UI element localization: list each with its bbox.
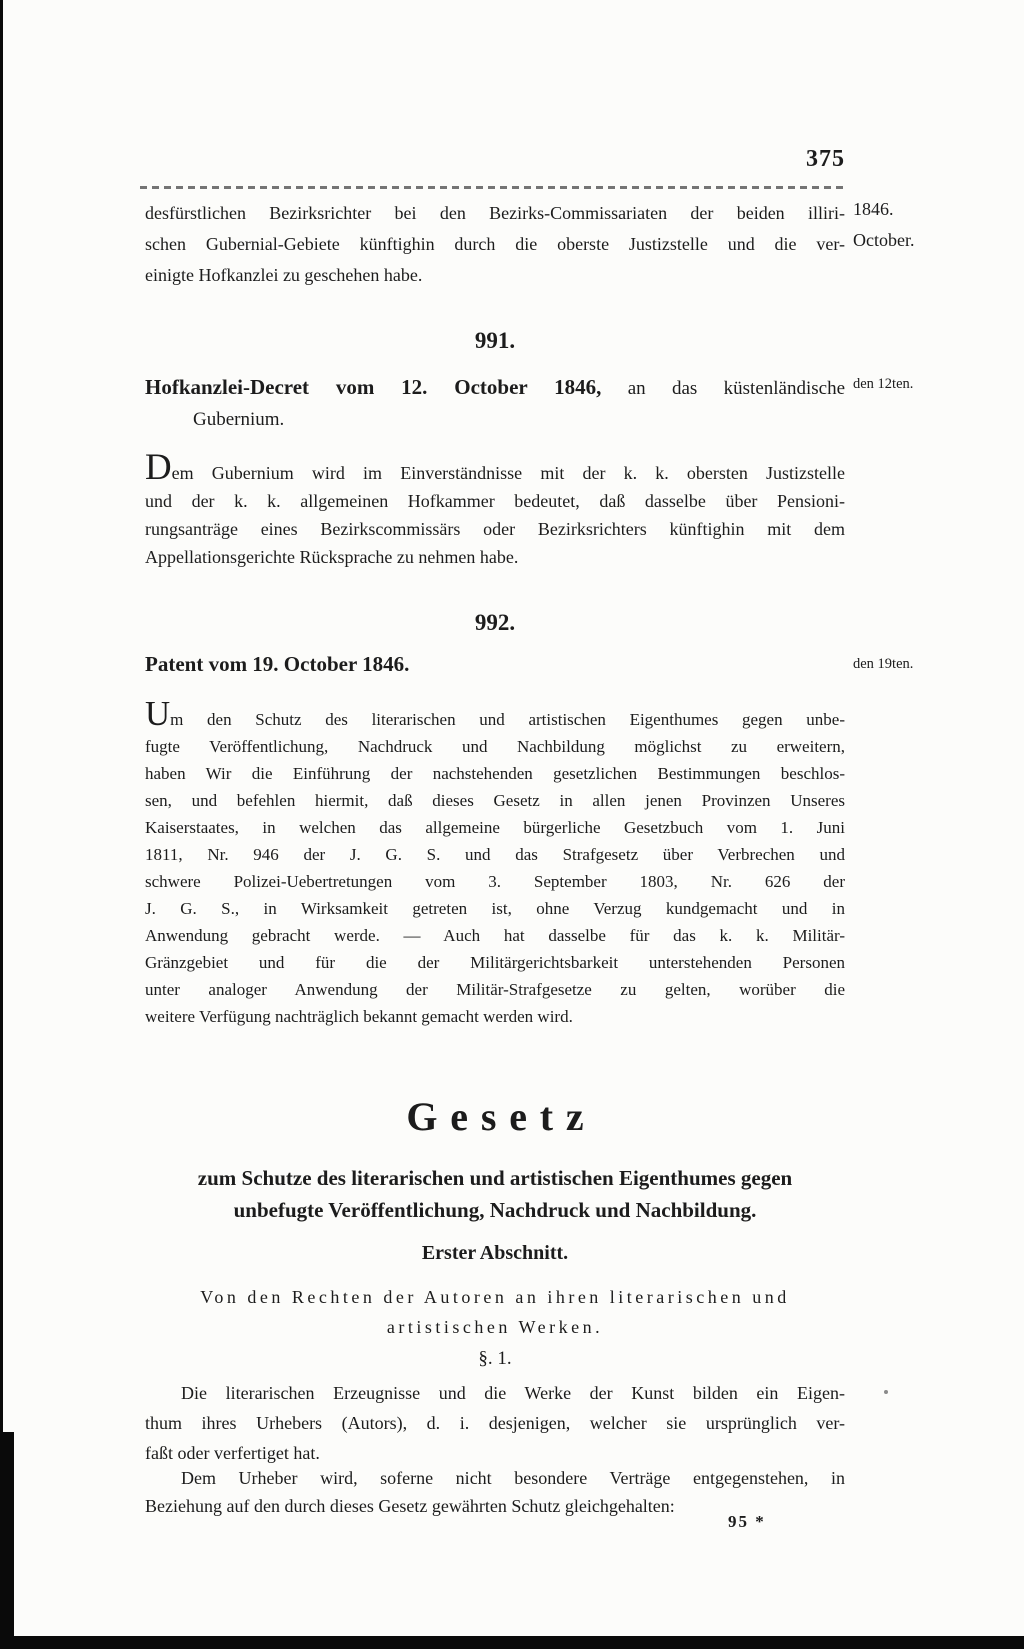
text-line: und der k. k. allgemeinen Hofkammer bedeutet, daß dasselbe über Pensioni-: [145, 491, 845, 511]
law-paragraph-1: [145, 1378, 845, 1468]
margin-note-date: [853, 194, 928, 256]
text-line: faßt oder verfertiget hat.: [145, 1443, 320, 1463]
text-line: thum ihres Urhebers (Autors), d. i. desjenigen, welcher sie ursprünglich ver-: [145, 1413, 845, 1433]
margin-note-19th: den 19ten.: [853, 656, 914, 672]
text-line: weitere Verfügung nachträglich bekannt gemacht werden wird.: [145, 1007, 573, 1026]
decree-heading-line1: [145, 372, 845, 404]
scan-speck: [884, 1390, 888, 1394]
text-line: Kaiserstaates, in welchen das allgemeine bürgerliche Gesetzbuch vom 1. Juni: [145, 818, 845, 837]
text-line: Appellationsgerichte Rücksprache zu nehmen habe.: [145, 547, 519, 567]
section-number-991: 991.: [474, 328, 516, 353]
text-line: schen Gubernial-Gebiete künftighin durch die oberste Justizstelle und die ver-: [145, 234, 845, 254]
text-line: zum Schutze des literarischen und artistischen Eigenthumes gegen: [197, 1166, 793, 1190]
law-section-subject: [145, 1282, 845, 1342]
text-line: Anwendung gebracht werde. — Auch hat dasselbe für das k. k. Militär-: [145, 926, 845, 945]
text-line: rungsanträge eines Bezirkscommissärs oder Bezirksrichters künftighin mit dem: [145, 519, 845, 539]
scan-edge-bottom: [0, 1636, 1024, 1649]
text-line: Dem Urheber wird, soferne nicht besondere Verträge entgegenstehen, in: [181, 1468, 845, 1488]
text-line: Beziehung auf den durch dieses Gesetz gewährten Schutz gleichgehalten:: [145, 1496, 675, 1516]
patent-body: [145, 694, 845, 1030]
decree-heading-line2: Gubernium.: [193, 409, 285, 430]
page-number: 375: [806, 146, 845, 172]
text-line: unbefugte Veröffentlichung, Nachdruck und Nachbildung.: [233, 1198, 757, 1222]
decree-heading: [145, 372, 845, 435]
text-line: Die literarischen Erzeugnisse und die Werke der Kunst bilden ein Eigen-: [181, 1383, 845, 1403]
text-line: haben Wir die Einführung der nachstehenden gesetzlichen Bestimmungen beschlos-: [145, 764, 845, 783]
text-line: einigte Hofkanzlei zu geschehen habe.: [145, 265, 423, 285]
dashed-rule: [140, 186, 845, 189]
printer-signature-mark: 95 *: [728, 1512, 766, 1531]
text-line: 1846.: [853, 199, 894, 219]
text-line: sen, und befehlen hiermit, daß dieses Gesetz in allen jenen Provinzen Unseres: [145, 791, 845, 810]
text-line: fugte Veröffentlichung, Nachdruck und Nachbildung möglichst zu erweitern,: [145, 737, 845, 756]
text-line: October.: [853, 230, 915, 250]
text-line: Um den Schutz des literarischen und artistischen Eigenthumes gegen unbe-: [145, 694, 845, 733]
scan-edge-left: [0, 0, 3, 1649]
paragraph-mark: §. 1.: [478, 1348, 512, 1369]
text-line: desfürstlichen Bezirksrichter bei den Bezirks-Commissariaten der beiden illiri-: [145, 203, 845, 223]
decree-body: [145, 446, 845, 571]
decree-heading-rest: an das küstenländische: [627, 378, 846, 399]
section-number-992: 992.: [474, 610, 516, 635]
continuation-paragraph: [145, 198, 845, 291]
decree-heading-bold: Hofkanzlei-Decret vom 12. October 1846,: [145, 375, 602, 399]
law-subtitle: [145, 1162, 845, 1226]
text-line: artistischen Werken.: [386, 1317, 604, 1337]
scan-edge-left-thick: [0, 1432, 14, 1649]
text-line: schwere Polizei-Uebertretungen vom 3. September 1803, Nr. 626 der: [145, 872, 845, 891]
text-line: Dem Gubernium wird im Einverständnisse mit der k. k. obersten Justizstelle: [145, 446, 845, 487]
text-line: Von den Rechten der Autoren an ihren literarischen und: [200, 1287, 790, 1307]
margin-note-12th: den 12ten.: [853, 376, 914, 392]
text-line: unter analoger Anwendung der Militär-Strafgesetze zu gelten, worüber die: [145, 980, 845, 999]
law-title: Gesetz: [406, 1094, 597, 1139]
text-line: Gränzgebiet und für die der Militärgerichtsbarkeit unterstehenden Personen: [145, 953, 845, 972]
law-section-heading: Erster Abschnitt.: [421, 1242, 569, 1264]
text-line: 1811, Nr. 946 der J. G. S. und das Strafgesetz über Verbrechen und: [145, 845, 845, 864]
patent-heading: Patent vom 19. October 1846.: [145, 652, 410, 676]
text-line: J. G. S., in Wirksamkeit getreten ist, ohne Verzug kundgemacht und in: [145, 899, 845, 918]
